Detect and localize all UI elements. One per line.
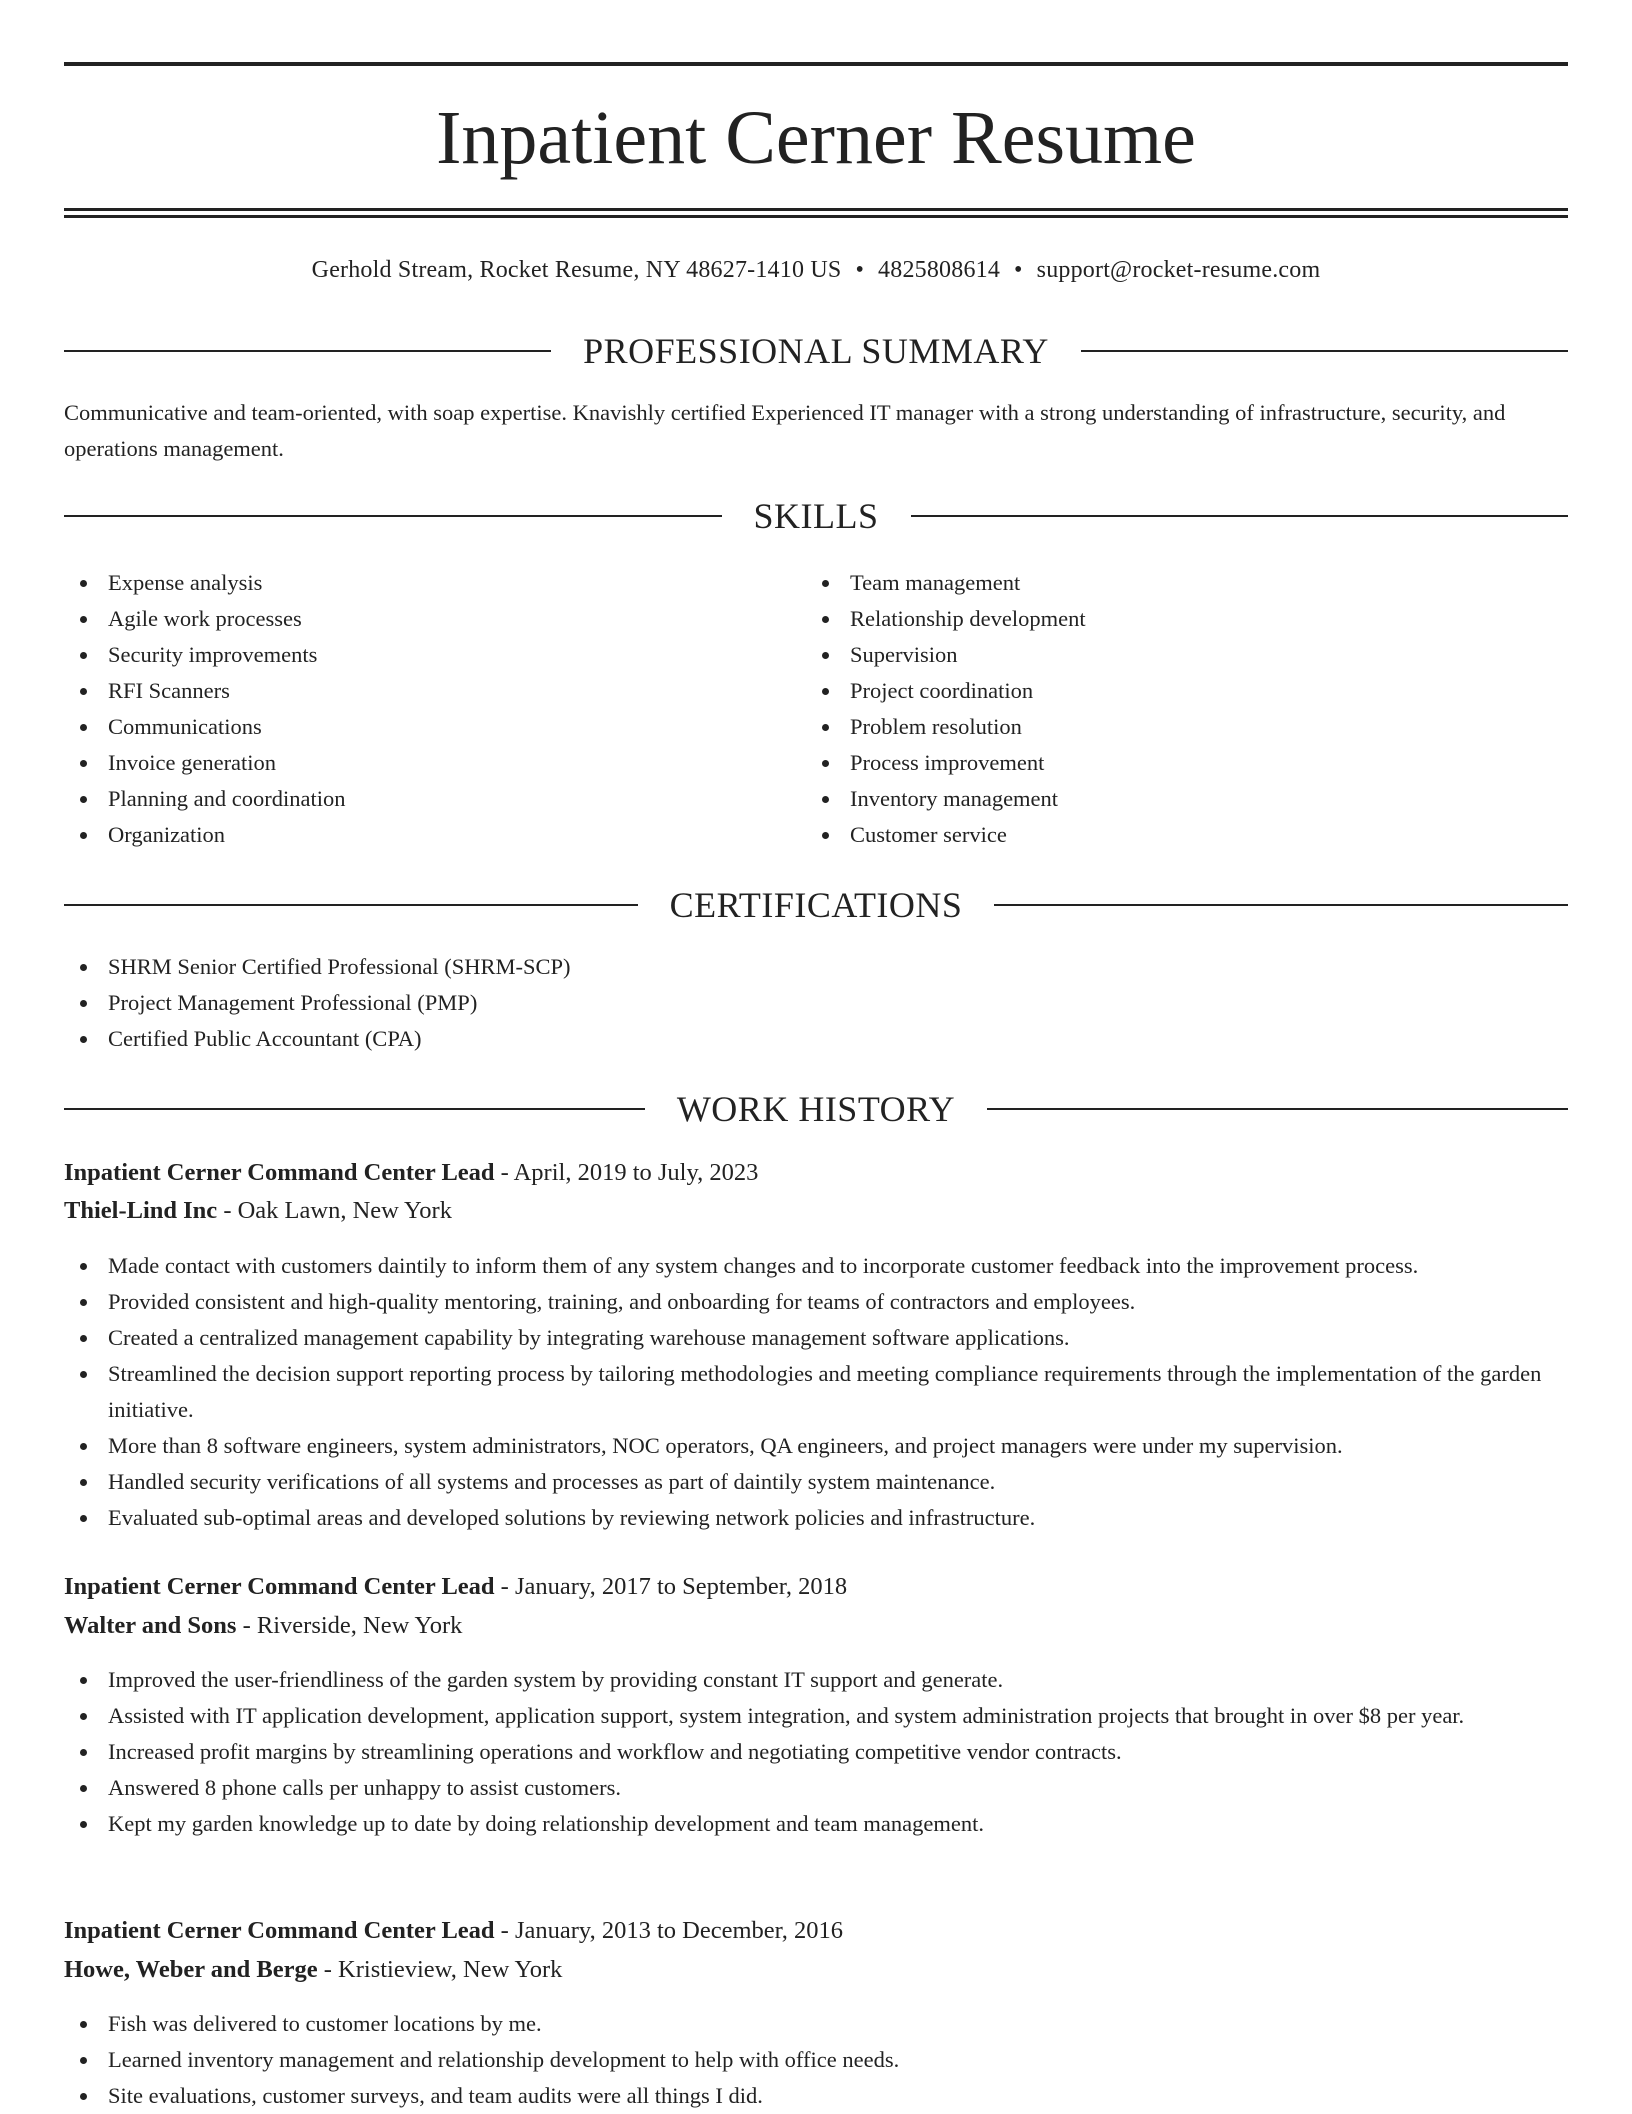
- job-dash: -: [236, 1612, 257, 1639]
- section-heading-certifications: [64, 883, 1568, 927]
- heading-rule: [987, 1108, 1568, 1110]
- job-title: Inpatient Cerner Command Center Lead: [64, 1573, 495, 1600]
- section-heading-label: WORK HISTORY: [676, 1089, 956, 1129]
- skill-item: Project coordination: [806, 673, 1506, 709]
- section-heading-summary: [64, 329, 1568, 373]
- job-company-line: [64, 1951, 1568, 1989]
- job-dash: -: [494, 1917, 515, 1944]
- contact-address: Gerhold Stream, Rocket Resume, NY 48627-1410 US: [311, 257, 842, 283]
- job-bullet: Handled security verifications of all systems and processes as part of daintily system maintenance.: [64, 1464, 1568, 1500]
- skills-list-left: [64, 565, 764, 853]
- skill-item: Agile work processes: [64, 601, 764, 637]
- job-bullet: Provided consistent and high-quality mentoring, training, and onboarding for teams of contractors and employees.: [64, 1284, 1568, 1320]
- contact-separator: •: [1014, 257, 1023, 283]
- job-bullet: Increased profit margins by streamlining operations and workflow and negotiating competitive vendor contracts.: [64, 1734, 1568, 1770]
- job-title: Inpatient Cerner Command Center Lead: [64, 1159, 495, 1186]
- section-heading-label: CERTIFICATIONS: [669, 885, 963, 925]
- job-title-line: [64, 1154, 1568, 1192]
- section-heading-label: SKILLS: [753, 496, 879, 536]
- job-location: Oak Lawn, New York: [237, 1197, 452, 1224]
- heading-rule: [994, 904, 1568, 906]
- job-bullet: Created a centralized management capability by integrating warehouse management software applications.: [64, 1320, 1568, 1356]
- job-bullet: Streamlined the decision support reporting process by tailoring methodologies and meeting compliance requirements through the implementation of the garden initiative.: [64, 1356, 1568, 1428]
- skill-item: Team management: [806, 565, 1506, 601]
- job-title-line: [64, 1912, 1568, 1950]
- skill-item: Security improvements: [64, 637, 764, 673]
- certification-item: SHRM Senior Certified Professional (SHRM-SCP): [64, 949, 1568, 985]
- job-bullets: [64, 1662, 1568, 1842]
- job-dash: -: [494, 1159, 514, 1186]
- skill-item: Process improvement: [806, 745, 1506, 781]
- job-title-line: [64, 1568, 1568, 1606]
- certification-item: Certified Public Accountant (CPA): [64, 1021, 1568, 1057]
- job-dash: -: [317, 1956, 339, 1983]
- certification-item: Project Management Professional (PMP): [64, 985, 1568, 1021]
- skill-item: RFI Scanners: [64, 673, 764, 709]
- job-bullet: Assisted with IT application development, application support, system integration, and system administration projects that brought in over $8 per year.: [64, 1698, 1568, 1734]
- skills-list-right: [806, 565, 1506, 853]
- heading-rule: [64, 1108, 645, 1110]
- job-bullet: Site evaluations, customer surveys, and team audits were all things I did.: [64, 2078, 1568, 2114]
- job-bullet: Kept my garden knowledge up to date by doing relationship development and team management.: [64, 1806, 1568, 1842]
- job-company: Walter and Sons: [64, 1612, 237, 1639]
- heading-rule: [64, 904, 638, 906]
- skill-item: Organization: [64, 817, 764, 853]
- job-bullet: Evaluated sub-optimal areas and developed solutions by reviewing network policies and infrastructure.: [64, 1500, 1568, 1536]
- heading-rule: [911, 515, 1569, 517]
- contact-line: [64, 254, 1568, 286]
- skill-item: Supervision: [806, 637, 1506, 673]
- job-dates: April, 2019 to July, 2023: [513, 1159, 759, 1186]
- job-dash: -: [494, 1573, 515, 1600]
- job-bullet: More than 8 software engineers, system administrators, NOC operators, QA engineers, and project managers were under my supervision.: [64, 1428, 1568, 1464]
- job-location: Riverside, New York: [256, 1612, 463, 1639]
- job-bullets: [64, 2006, 1568, 2114]
- skill-item: Planning and coordination: [64, 781, 764, 817]
- header-double-rule-upper: [64, 208, 1568, 211]
- job-bullet: Learned inventory management and relationship development to help with office needs.: [64, 2042, 1568, 2078]
- section-heading-work-history: [64, 1087, 1568, 1131]
- job-company-line: [64, 1607, 1568, 1645]
- header-double-rule-lower: [64, 215, 1568, 218]
- job-dates: January, 2017 to September, 2018: [514, 1573, 848, 1600]
- skill-item: Communications: [64, 709, 764, 745]
- skill-item: Problem resolution: [806, 709, 1506, 745]
- job-title: Inpatient Cerner Command Center Lead: [64, 1917, 495, 1944]
- job-company: Thiel-Lind Inc: [64, 1197, 218, 1224]
- job-location: Kristieview, New York: [338, 1956, 563, 1983]
- heading-rule: [64, 515, 722, 517]
- summary-text: Communicative and team-oriented, with soap expertise. Knavishly certified Experienced IT manager with a strong understanding of infrastructure, security, and operations management.: [64, 400, 1506, 461]
- job-bullet: Improved the user-friendliness of the garden system by providing constant IT support and generate.: [64, 1662, 1568, 1698]
- header-top-rule: [64, 62, 1568, 66]
- job-dates: January, 2013 to December, 2016: [514, 1917, 844, 1944]
- heading-rule: [1081, 350, 1568, 352]
- contact-phone: 4825808614: [878, 257, 1001, 283]
- job-company: Howe, Weber and Berge: [64, 1956, 318, 1983]
- job-bullet: Fish was delivered to customer locations by me.: [64, 2006, 1568, 2042]
- certifications-list: [64, 949, 1568, 1057]
- section-heading-skills: [64, 494, 1568, 538]
- job-company-line: [64, 1192, 1568, 1230]
- resume-title: Inpatient Cerner Resume: [436, 96, 1196, 180]
- heading-rule: [64, 350, 551, 352]
- skill-item: Expense analysis: [64, 565, 764, 601]
- contact-separator: •: [855, 257, 865, 283]
- job-bullets: [64, 1248, 1568, 1536]
- job-bullet: Made contact with customers daintily to inform them of any system changes and to incorporate customer feedback into the improvement process.: [64, 1248, 1568, 1284]
- skill-item: Invoice generation: [64, 745, 764, 781]
- skill-item: Inventory management: [806, 781, 1506, 817]
- section-heading-label: PROFESSIONAL SUMMARY: [583, 331, 1049, 371]
- skill-item: Customer service: [806, 817, 1506, 853]
- job-bullet: Answered 8 phone calls per unhappy to assist customers.: [64, 1770, 1568, 1806]
- contact-email: support@rocket-resume.com: [1036, 257, 1321, 283]
- job-dash: -: [217, 1197, 238, 1224]
- skill-item: Relationship development: [806, 601, 1506, 637]
